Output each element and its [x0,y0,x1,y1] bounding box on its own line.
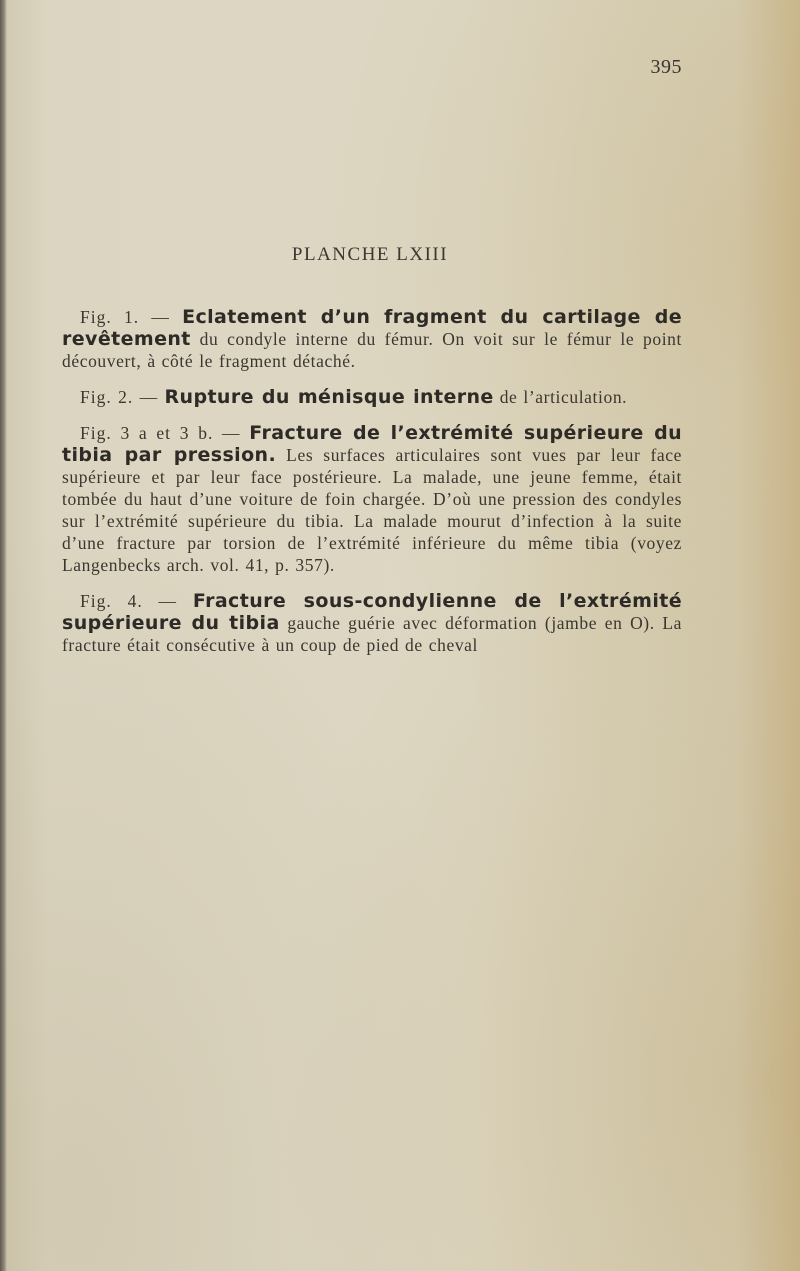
figure-heading: Fracture sous-condylienne de l’extrémité supérieure du tibia [62,590,682,634]
figure-text: du condyle interne du fémur. On voit sur le fémur le point découvert, à côté le fragment détaché. [62,329,682,371]
figure-caption-4 [62,590,682,656]
figure-label: Fig. 4. — [80,591,193,611]
figure-caption-2 [62,386,682,408]
figure-text: Les surfaces articulaires sont vues par leur face supérieure et par leur face postérieure. La malade, une jeune femme, était tombée du haut d’une voiture de foin chargée. D’où une pression des condyles sur l’extrémité supérieure du tibia. La malade mourut d’infection à la suite d’une fracture par torsion de l’extrémité inférieure du même tibia (voyez Langenbecks arch. vol. 41, p. 357). [62,445,683,575]
page-binding-edge [0,0,7,1271]
figure-heading: Eclatement d’un fragment du cartilage de revêtement [62,306,682,350]
figure-text: de l’articulation. [493,387,628,407]
page-number: 395 [650,56,682,78]
figure-heading: Fracture de l’extrémité supérieure du tibia par pression. [62,422,682,466]
figure-label: Fig. 2. — [80,387,165,407]
figure-captions [62,306,682,670]
figure-label: Fig. 1. — [80,307,183,327]
figure-label: Fig. 3 a et 3 b. — [80,423,250,443]
figure-caption-3 [62,422,682,576]
figure-text: gauche guérie avec déformation (jambe en O). La fracture était consécutive à un coup de pied de cheval [62,613,682,655]
figure-heading: Rupture du ménisque interne [164,386,494,408]
figure-caption-1 [62,306,682,372]
plate-title: PLANCHE LXIII [291,244,449,265]
